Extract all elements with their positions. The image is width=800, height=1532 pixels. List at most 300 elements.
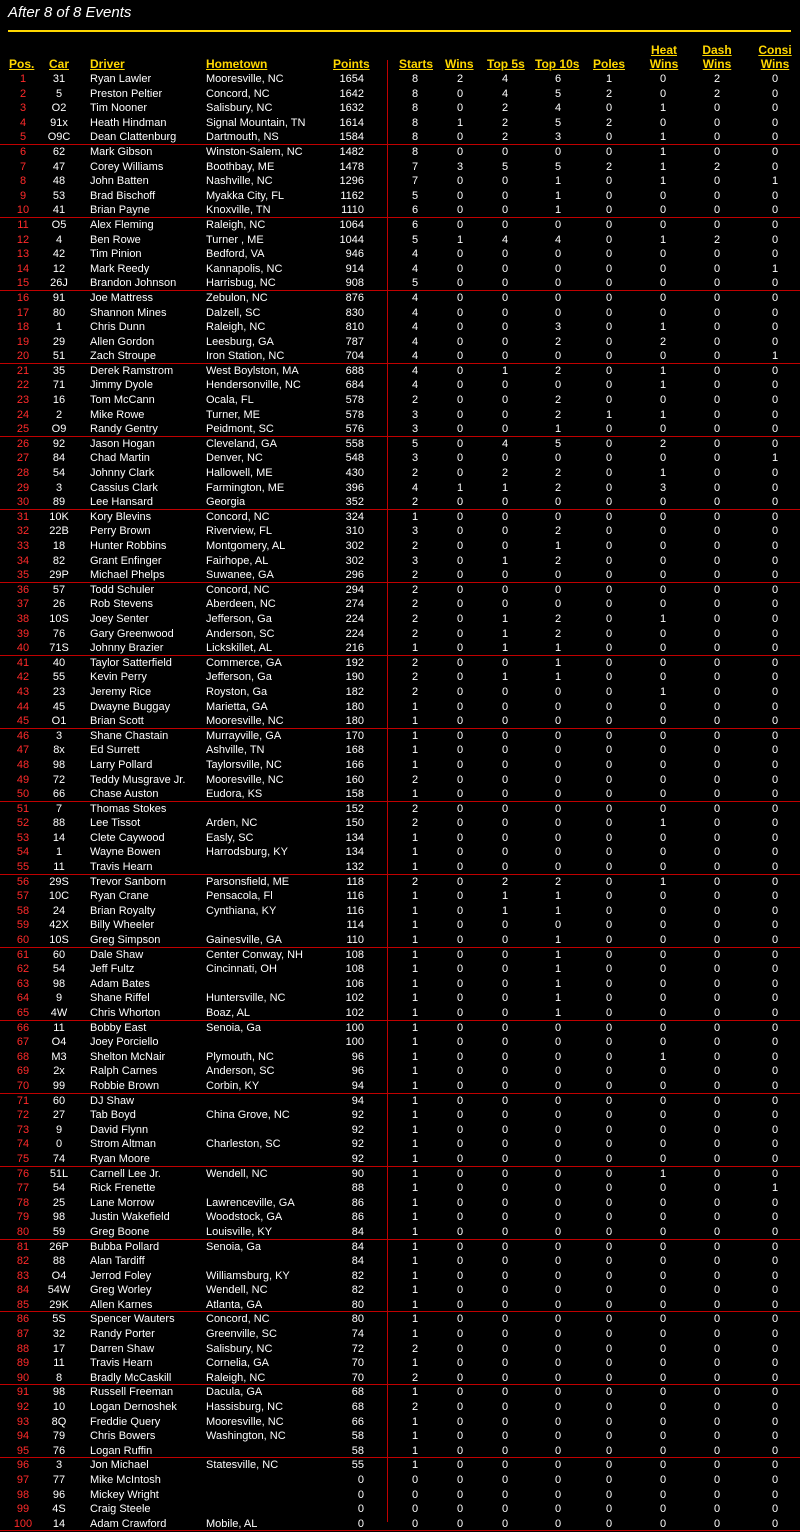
starts-cell: 4 [411,350,419,363]
consi-wins-cell: 0 [771,1079,779,1092]
driver-name-cell: Ralph Carnes [90,1065,158,1078]
driver-name-cell: John Batten [90,175,149,188]
hometown-cell: Woodstock, GA [206,1211,283,1224]
top10-cell: 0 [554,831,562,844]
table-row [0,130,800,145]
top5-cell: 2 [501,102,509,115]
starts-cell: 1 [411,1313,419,1326]
poles-cell: 0 [605,1488,613,1501]
driver-name-cell: Shane Riffel [90,992,150,1005]
hometown-cell: Jefferson, Ga [206,671,272,684]
consi-wins-cell: 0 [771,1298,779,1311]
table-row [0,203,800,218]
starts-cell: 1 [411,1152,419,1165]
poles-cell: 0 [605,467,613,480]
points-cell: 224 [345,627,364,640]
top5-cell: 0 [501,496,509,509]
table-row [0,627,800,642]
top10-cell: 0 [554,1474,562,1486]
dash-wins-cell: 0 [713,773,721,786]
poles-cell: 0 [605,642,613,655]
hometown-cell: Gainesville, GA [206,934,282,947]
table-row [0,87,800,102]
consi-wins-cell: 0 [771,831,779,844]
heat-wins-cell: 0 [659,1401,667,1414]
wins-cell: 0 [456,1021,464,1034]
driver-name-cell: Brian Payne [90,204,150,217]
starts-cell: 4 [411,321,419,334]
table-row [0,1152,800,1167]
wins-cell: 0 [456,1240,464,1253]
points-cell: 96 [351,1065,364,1078]
poles-cell: 0 [605,248,613,261]
starts-cell: 1 [411,963,419,976]
car-number-cell: 29 [52,335,66,348]
top5-cell: 0 [501,1138,509,1151]
driver-name-cell: Jon Michael [90,1459,149,1472]
position-cell: 5 [19,131,27,144]
table-row [0,641,800,656]
car-number-cell: 11 [53,1357,65,1370]
consi-wins-cell: 0 [771,540,779,552]
top5-cell: 0 [501,934,509,947]
points-cell: 92 [351,1109,364,1122]
driver-name-cell: Chris Dunn [90,321,146,334]
top5-cell: 0 [501,452,509,465]
poles-cell: 0 [605,1196,613,1209]
position-cell: 96 [16,1459,30,1472]
table-row [0,1254,800,1269]
heat-wins-cell: 0 [659,671,667,684]
dash-wins-cell: 0 [713,1488,721,1501]
heat-wins-cell: 0 [659,1021,667,1034]
starts-cell: 0 [411,1517,419,1530]
col-points[interactable]: Points [333,57,370,71]
table-row [0,948,800,963]
car-number-cell: 26J [50,277,68,290]
wins-cell: 0 [456,408,464,421]
table-row [0,568,800,583]
dash-wins-cell: 0 [713,131,721,144]
dash-wins-cell: 0 [713,408,721,421]
driver-name-cell: Mike Rowe [90,408,145,421]
heat-wins-cell: 0 [659,540,667,552]
table-header [0,41,800,71]
position-cell: 50 [16,788,30,801]
starts-cell: 8 [411,87,419,100]
table-row [0,933,800,948]
driver-name-cell: Spencer Wauters [90,1313,175,1326]
heat-wins-cell: 0 [659,116,667,129]
top5-cell: 0 [501,248,509,261]
car-number-cell: 31 [52,73,66,85]
table-row [0,189,800,204]
poles-cell: 0 [605,145,613,158]
poles-cell: 0 [605,1474,613,1486]
hometown-cell: Knoxville, TN [206,204,271,217]
table-row [0,845,800,860]
points-cell: 58 [351,1430,364,1443]
points-cell: 1654 [339,73,364,85]
top5-cell: 4 [501,233,509,246]
wins-cell: 0 [456,496,464,509]
hometown-cell: Winston-Salem, NC [206,145,303,158]
starts-cell: 1 [411,1284,419,1297]
dash-wins-cell: 0 [713,1123,721,1136]
top5-cell: 0 [501,1167,509,1180]
col-hometown[interactable]: Hometown [206,57,268,71]
col-top5[interactable]: Top 5s [487,57,525,71]
poles-cell: 0 [605,1240,613,1253]
position-cell: 74 [16,1138,30,1151]
hometown-cell: Marietta, GA [206,700,268,713]
col-heat-wins[interactable] [648,43,680,71]
wins-cell: 0 [456,831,464,844]
points-cell: 86 [351,1211,364,1224]
table-row [0,524,800,539]
dash-wins-cell: 0 [713,656,721,669]
hometown-cell: Dacula, GA [206,1386,263,1399]
dash-wins-cell: 0 [713,569,721,582]
points-cell: 430 [345,467,364,480]
table-row [0,1429,800,1444]
top5-cell: 0 [501,1313,509,1326]
consi-wins-cell: 0 [771,715,779,728]
heat-wins-cell: 0 [659,277,667,290]
top5-cell: 0 [501,1284,509,1297]
top5-cell: 0 [501,1430,509,1443]
wins-cell: 0 [456,306,464,319]
top10-cell: 0 [554,145,562,158]
top5-cell: 0 [501,831,509,844]
top10-cell: 3 [554,131,562,144]
car-number-cell: 8 [55,1371,63,1384]
col-top10[interactable]: Top 10s [535,57,580,71]
wins-cell: 0 [456,321,464,334]
heat-wins-cell: 0 [659,291,667,304]
table-row [0,773,800,788]
points-cell: 1614 [339,116,364,129]
wins-cell: 0 [456,291,464,304]
car-number-cell: 62 [52,145,66,158]
top5-cell: 0 [501,1357,509,1370]
poles-cell: 2 [605,116,613,129]
hometown-cell: Charleston, SC [206,1138,281,1151]
car-number-cell: 10 [52,1401,66,1414]
top5-cell: 0 [501,218,509,231]
heat-wins-cell: 0 [659,977,667,990]
table-row [0,962,800,977]
col-driver[interactable]: Driver [90,57,125,71]
position-cell: 67 [16,1036,30,1049]
consi-wins-cell: 0 [771,758,779,771]
top5-cell: 4 [501,437,509,450]
starts-cell: 1 [411,1444,419,1457]
heat-wins-cell: 0 [659,861,667,874]
position-cell: 41 [16,656,30,669]
hometown-cell: Arden, NC [206,817,258,830]
points-cell: 908 [345,277,364,290]
top5-cell: 2 [501,116,509,129]
top10-cell: 1 [554,671,562,684]
col-pos[interactable]: Pos. [9,57,35,71]
consi-wins-cell: 0 [771,525,779,538]
col-car[interactable]: Car [49,57,70,71]
header-rule [8,30,791,32]
position-cell: 27 [16,452,30,465]
consi-wins-cell: 0 [771,437,779,450]
poles-cell: 0 [605,1182,613,1195]
starts-cell: 1 [411,1225,419,1238]
points-cell: 182 [345,685,364,698]
poles-cell: 0 [605,452,613,465]
top5-cell: 0 [501,1401,509,1414]
dash-wins-cell: 0 [713,335,721,348]
position-cell: 66 [16,1021,30,1034]
table-row [0,335,800,350]
heat-wins-cell: 0 [659,350,667,363]
consi-wins-cell: 0 [771,612,779,625]
starts-cell: 4 [411,291,419,304]
top5-cell: 0 [501,1021,509,1034]
position-cell: 76 [16,1167,30,1180]
top10-cell: 0 [554,598,562,611]
top10-cell: 2 [554,364,562,377]
points-cell: 558 [345,437,364,450]
heat-wins-cell: 0 [659,992,667,1005]
wins-cell: 0 [456,700,464,713]
top10-cell: 0 [554,1371,562,1384]
top5-cell: 0 [501,1342,509,1355]
top10-cell: 0 [554,1152,562,1165]
starts-cell: 3 [411,452,419,465]
top10-cell: 0 [554,715,562,728]
car-number-cell: 14 [52,831,66,844]
starts-cell: 1 [411,1328,419,1341]
top10-cell: 0 [554,1357,562,1370]
driver-name-cell: Clete Caywood [90,831,165,844]
car-number-cell: 47 [52,160,66,173]
table-row [0,101,800,116]
car-number-cell: 45 [52,700,66,713]
dash-wins-cell: 0 [713,525,721,538]
points-cell: 66 [351,1415,364,1428]
heat-wins-cell: 1 [659,175,667,188]
points-cell: 0 [357,1517,364,1530]
top10-cell: 2 [554,612,562,625]
poles-cell: 0 [605,291,613,304]
table-row [0,1196,800,1211]
starts-cell: 1 [411,510,419,523]
poles-cell: 0 [605,1167,613,1180]
hometown-cell: Harrisbug, NC [206,277,276,290]
starts-cell: 1 [411,890,419,903]
position-cell: 65 [16,1007,30,1019]
col-consi-wins[interactable] [758,43,792,71]
top5-cell: 0 [501,977,509,990]
wins-cell: 0 [456,1503,464,1516]
heat-wins-cell: 0 [659,656,667,669]
car-number-cell: 0 [55,1138,63,1151]
points-cell: 116 [346,904,364,917]
driver-name-cell: Teddy Musgrave Jr. [90,773,186,786]
position-cell: 11 [17,218,29,231]
dash-wins-cell: 0 [713,496,721,509]
consi-wins-cell: 0 [771,817,779,830]
table-row [0,1298,800,1313]
car-number-cell: 1 [55,321,63,334]
wins-cell: 0 [456,642,464,655]
hometown-cell: Bedford, VA [206,248,265,261]
top10-cell: 0 [554,1430,562,1443]
consi-wins-cell: 0 [771,788,779,801]
position-cell: 98 [16,1488,30,1501]
dash-wins-cell: 0 [713,1138,721,1151]
top5-cell: 0 [501,1517,509,1530]
car-number-cell: O5 [51,218,67,231]
car-number-cell: O9 [51,423,67,436]
car-number-cell: 51L [49,1167,69,1180]
wins-cell: 0 [456,773,464,786]
col-wins[interactable]: Wins [445,57,474,71]
driver-name-cell: Brian Royalty [90,904,156,917]
col-poles[interactable]: Poles [593,57,626,71]
top10-cell: 1 [554,904,562,917]
position-cell: 25 [16,423,30,436]
top10-cell: 0 [554,1036,562,1049]
hometown-cell: Boaz, AL [206,1007,251,1019]
position-cell: 36 [16,583,30,596]
poles-cell: 0 [605,788,613,801]
top5-cell: 1 [501,554,509,567]
consi-wins-cell: 0 [771,1167,779,1180]
wins-cell: 0 [456,1182,464,1195]
hometown-cell: Greenville, SC [206,1328,277,1341]
wins-cell: 0 [456,394,464,407]
wins-cell: 0 [456,1050,464,1063]
points-cell: 688 [345,364,364,377]
top5-cell: 0 [501,335,509,348]
top10-cell: 0 [554,1517,562,1530]
heat-wins-cell: 0 [659,963,667,976]
top10-cell: 0 [554,919,562,932]
car-number-cell: 35 [52,364,66,377]
starts-cell: 1 [411,1430,419,1443]
points-cell: 787 [345,335,364,348]
points-cell: 914 [345,262,364,275]
dash-wins-cell: 0 [713,1255,721,1268]
driver-name-cell: Shannon Mines [90,306,167,319]
col-starts[interactable]: Starts [399,57,434,71]
poles-cell: 0 [605,1138,613,1151]
table-row [0,889,800,904]
wins-cell: 0 [456,1430,464,1443]
starts-cell: 8 [411,131,419,144]
table-row [0,685,800,700]
car-number-cell: 4 [55,233,63,246]
wins-cell: 0 [456,510,464,523]
starts-cell: 1 [411,948,419,961]
driver-name-cell: Greg Boone [90,1225,150,1238]
consi-wins-cell: 0 [771,1123,779,1136]
table-row [0,700,800,715]
car-number-cell: 88 [52,817,66,830]
points-cell: 160 [345,773,364,786]
points-cell: 352 [345,496,364,509]
starts-cell: 0 [411,1503,419,1516]
wins-cell: 0 [456,175,464,188]
heat-wins-cell: 0 [659,1386,667,1399]
dash-wins-cell: 0 [713,394,721,407]
top10-cell: 0 [554,1328,562,1341]
col-heat-wins-line2: Wins [649,57,679,71]
dash-wins-cell: 0 [713,642,721,655]
top10-cell: 5 [554,437,562,450]
car-number-cell: 54 [52,1182,66,1195]
top5-cell: 0 [501,846,509,859]
consi-wins-cell: 1 [771,1182,779,1195]
driver-name-cell: Alan Tardiff [90,1255,145,1268]
hometown-cell: Anderson, SC [206,1065,275,1078]
dash-wins-cell: 0 [713,992,721,1005]
driver-name-cell: Tim Nooner [90,102,148,115]
starts-cell: 2 [411,1342,419,1355]
top5-cell: 0 [501,744,509,757]
hometown-cell: Signal Mountain, TN [206,116,306,129]
poles-cell: 0 [605,802,613,815]
position-cell: 39 [16,627,30,640]
col-dash-wins[interactable] [701,43,733,71]
top10-cell: 0 [554,685,562,698]
hometown-cell: Turner , ME [206,233,264,246]
driver-name-cell: Jerrod Foley [90,1269,152,1282]
car-number-cell: 88 [52,1255,66,1268]
wins-cell: 0 [456,277,464,290]
dash-wins-cell: 0 [713,977,721,990]
heat-wins-cell: 2 [659,437,667,450]
heat-wins-cell: 0 [659,510,667,523]
wins-cell: 0 [456,1298,464,1311]
dash-wins-cell: 0 [713,364,721,377]
heat-wins-cell: 1 [659,131,667,144]
points-cell: 102 [345,1007,364,1019]
top5-cell: 2 [501,467,509,480]
heat-wins-cell: 0 [659,598,667,611]
dash-wins-cell: 0 [713,1269,721,1282]
top5-cell: 0 [501,598,509,611]
wins-cell: 3 [456,160,464,173]
table-row [0,787,800,802]
position-cell: 94 [16,1430,30,1443]
consi-wins-cell: 0 [771,802,779,815]
driver-name-cell: Bradly McCaskill [90,1371,172,1384]
top5-cell: 0 [501,1050,509,1063]
driver-name-cell: Perry Brown [90,525,151,538]
consi-wins-cell: 0 [771,1342,779,1355]
position-cell: 72 [16,1109,30,1122]
position-cell: 3 [19,102,27,115]
wins-cell: 1 [456,116,464,129]
starts-cell: 2 [411,467,419,480]
top10-cell: 0 [554,861,562,874]
car-number-cell: O9C [47,131,71,144]
dash-wins-cell: 0 [713,102,721,115]
wins-cell: 0 [456,963,464,976]
table-row [0,1517,800,1532]
position-cell: 35 [16,569,30,582]
col-consi-wins-line1: Consi [758,43,792,57]
hometown-cell: Mooresville, NC [206,773,284,786]
